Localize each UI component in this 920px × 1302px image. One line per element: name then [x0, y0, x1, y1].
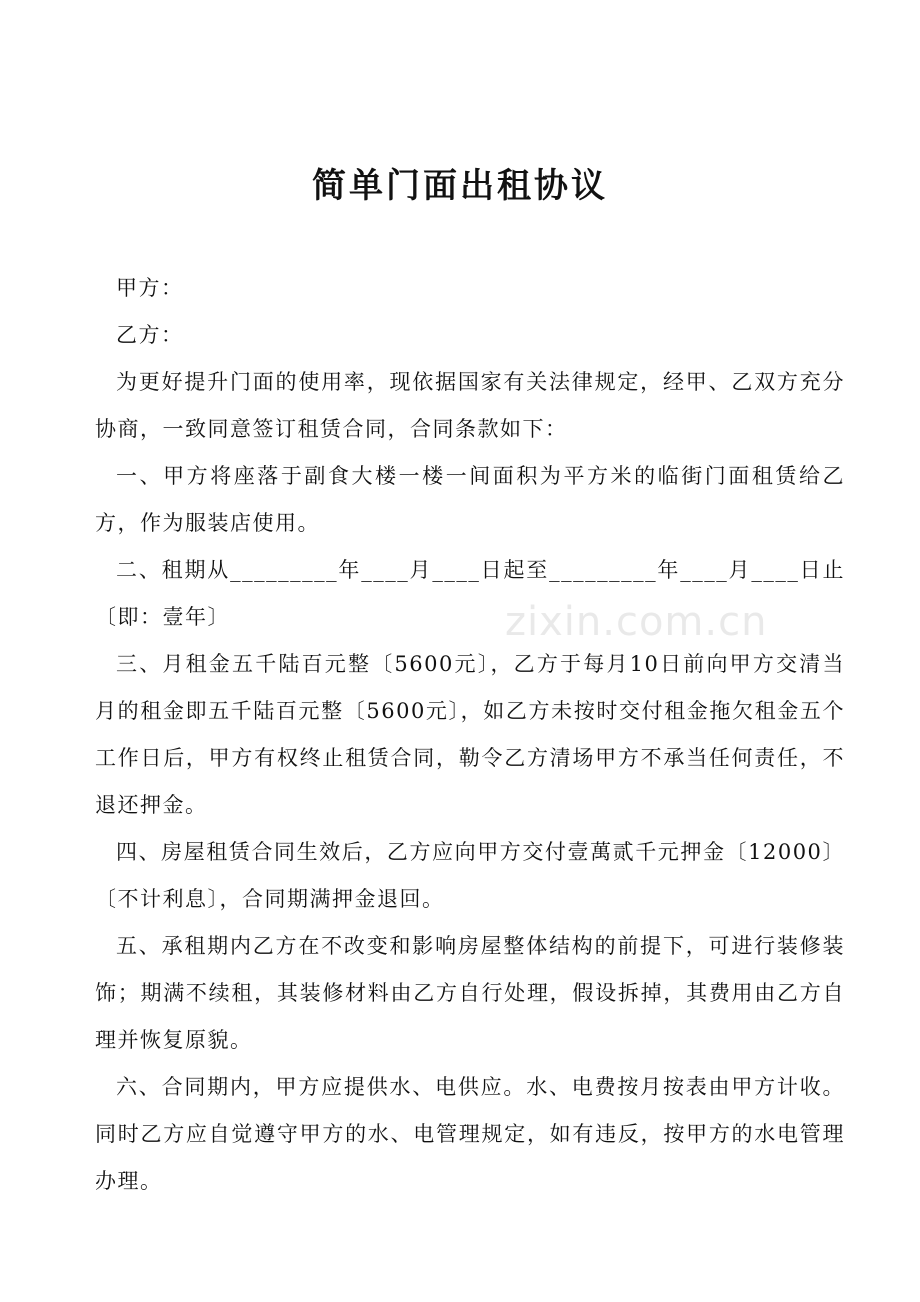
party-a-line: 甲方： — [116, 276, 184, 300]
party-b-line: 乙方： — [116, 323, 184, 347]
watermark: zixin.com.cn — [505, 599, 768, 645]
clause-2-paragraph: 二、租期从_________年____月____日起至_________年____月____日止〔即：壹年〕 — [95, 558, 845, 629]
document-title: 简单门面出租协议 — [312, 166, 608, 206]
clause-3-paragraph: 三、月租金五千陆百元整〔5600元〕，乙方于每月10日前向甲方交清当月的租金即五千陆百元整〔5600元〕，如乙方未按时交付租金拖欠租金五个工作日后，甲方有权终止租赁合同，勒令乙方清场甲方不承当任何责任，不退还押金。 — [95, 652, 845, 817]
clause-4-paragraph: 四、房屋租赁合同生效后，乙方应向甲方交付壹萬贰千元押金〔12000〕〔不计利息〕，合同期满押金退回。 — [95, 840, 845, 911]
clause-6-paragraph: 六、合同期内，甲方应提供水、电供应。水、电费按月按表由甲方计收。同时乙方应自觉遵守甲方的水、电管理规定，如有违反，按甲方的水电管理办理。 — [95, 1075, 845, 1193]
clause-1-paragraph: 一、甲方将座落于副食大楼一楼一间面积为平方米的临街门面租赁给乙方，作为服装店使用。 — [95, 464, 845, 535]
clause-5-paragraph: 五、承租期内乙方在不改变和影响房屋整体结构的前提下，可进行装修装饰；期满不续租，其装修材料由乙方自行处理，假设拆掉，其费用由乙方自理并恢复原貌。 — [95, 934, 845, 1052]
preamble-paragraph: 为更好提升门面的使用率，现依据国家有关法律规定，经甲、乙双方充分协商，一致同意签订租赁合同，合同条款如下： — [95, 370, 845, 441]
document-body — [95, 265, 845, 1205]
